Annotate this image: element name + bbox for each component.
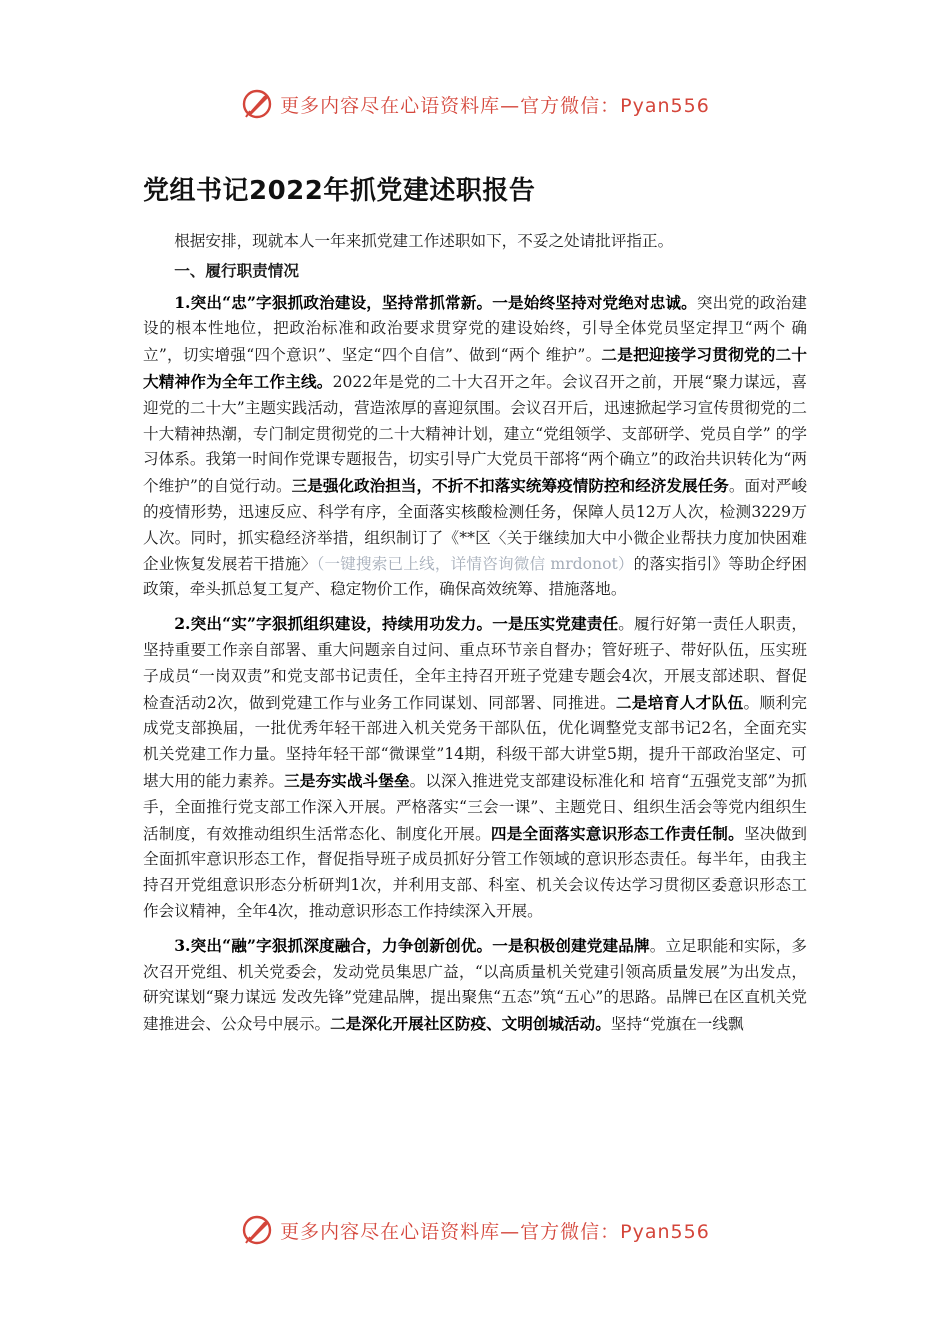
point-text: 突出党的政治建设的根本性地位，把政治标准和政治要求贯穿党的建设始终，引导全体党员坚定捍卫“两个 确立”，切实增强“四个意识”、坚定“四个自信”、做到“两个 维护”。 bbox=[143, 293, 807, 365]
section-heading: 一、履行职责情况 bbox=[174, 260, 299, 280]
feather-pen-logo-icon bbox=[240, 1213, 274, 1247]
watermark-text: 更多内容尽在心语资料库—官方微信：Pyan556 bbox=[280, 1220, 710, 1243]
paragraph-lead: 3.突出“融”字狠抓深度融合，力争创新创优。 bbox=[174, 935, 493, 955]
paragraph-lead: 1.突出“忠”字狠抓政治建设，坚持常抓常新。 bbox=[174, 292, 493, 312]
point-text: 。以深入推进党支部建设标准化和 培育“五强党支部”为抓手，全面推行党支部工作深入开展。严格落实“三会一课”、主题党日、组织生活会等党内组织生活制度，有效推动组织生活常态化、制度化开展。 bbox=[143, 771, 807, 843]
paragraph-lead: 2.突出“实”字狠抓组织建设，持续用功发力。 bbox=[174, 614, 493, 634]
point-text: 。面对严峻的疫情形势，迅速反应、科学有序，全面落实核酸检测任务，保障人员12万人次，检测3229万人次。同时，抓实稳经济举措，组织制订了《**区〈关于继续加大中小微企业帮扶力度加快困难企业恢复发展若干措施〉 bbox=[143, 477, 807, 573]
paragraph-organization-building bbox=[143, 611, 807, 925]
point-heading: 四是全面落实意识形态工作责任制。 bbox=[490, 823, 744, 843]
feather-pen-logo-icon bbox=[240, 87, 274, 121]
point-heading: 一是压实党建责任 bbox=[492, 614, 619, 634]
point-heading: 三是强化政治担当，不折不扣落实统筹疫情防控和经济发展任务 bbox=[291, 476, 729, 496]
point-heading: 一是积极创建党建品牌 bbox=[492, 935, 650, 955]
point-text: 2022年是党的二十大召开之年。会议召开之前，开展“聚力谋远，喜迎党的二十大”主题实践活动，营造浓厚的喜迎氛围。会议召开后，迅速掀起学习宣传贯彻党的二十大精神热潮，专门制定贯彻党的二十大精神计划，建立“党组领学、支部研学、党员自学” 的学习体系。我第一时间作党课专题报告，切实引导广大党员干部将“两个确立”的政治共识转化为“两个维护”的自觉行动。 bbox=[143, 372, 807, 496]
point-text: 坚持“党旗在一线飘 bbox=[610, 1015, 744, 1034]
point-heading: 二是培育人才队伍 bbox=[615, 692, 744, 712]
point-heading: 一是始终坚持对党绝对忠诚。 bbox=[492, 292, 697, 312]
inline-watermark-note: （一键搜索已上线，详情咨询微信 mrdonot） bbox=[316, 554, 634, 573]
point-heading: 三是夯实战斗堡垒 bbox=[284, 770, 410, 790]
point-text: 坚决做到全面抓牢意识形态工作，督促指导班子成员抓好分管工作领域的意识形态责任。每半年，由我主持召开党组意识形态分析研判1次，并利用支部、科室、机关会议传达学习贯彻区委意识形态工作会议精神，全年4次，推动意识形态工作持续深入开展。 bbox=[143, 824, 807, 920]
watermark-banner-top bbox=[0, 86, 950, 122]
point-heading: 二是把迎接学习贯彻党的二十大精神作为全年工作主线。 bbox=[143, 345, 807, 391]
intro-paragraph: 根据安排，现就本人一年来抓党建工作述职如下，不妥之处请批评指正。 bbox=[174, 232, 674, 250]
document-body bbox=[143, 170, 807, 1046]
paragraph-deep-integration bbox=[143, 933, 807, 1038]
point-text: 的落实指引》等助企纾困政策，牵头抓总复工复产、稳定物价工作，确保高效统筹、措施落地。 bbox=[143, 554, 807, 599]
document-title: 党组书记2022年抓党建述职报告 bbox=[143, 176, 536, 206]
watermark-text: 更多内容尽在心语资料库—官方微信：Pyan556 bbox=[280, 94, 710, 117]
point-text: 。履行好第一责任人职责，坚持重要工作亲自部署、重大问题亲自过问、重点环节亲自督办；管好班子、带好队伍，压实班子成员“一岗双责”和党支部书记责任，全年主持召开班子党建专题会4次，开展支部述职、督促检查活动2次，做到党建工作与业务工作同谋划、同部署、同推进。 bbox=[143, 615, 807, 712]
watermark-banner-bottom bbox=[0, 1212, 950, 1248]
point-heading: 二是深化开展社区防疫、文明创城活动。 bbox=[330, 1014, 611, 1034]
point-text: 。顺利完成党支部换届，一批优秀年轻干部进入机关党务干部队伍，优化调整党支部书记2名，全面充实机关党建工作力量。坚持年轻干部“微课堂”14期，科级干部大讲堂5期，提升干部政治坚定、可堪大用的能力素养。 bbox=[143, 693, 807, 790]
point-text: 。立足职能和实际，多次召开党组、机关党委会，发动党员集思广益，“以高质量机关党建引领高质量发展”为出发点，研究谋划“聚力谋远 发改先锋”党建品牌，提出聚焦“五态”筑“五心”的思路。品牌已在区直机关党建推进会、公众号中展示。 bbox=[143, 936, 807, 1034]
paragraph-political-building bbox=[143, 290, 807, 604]
